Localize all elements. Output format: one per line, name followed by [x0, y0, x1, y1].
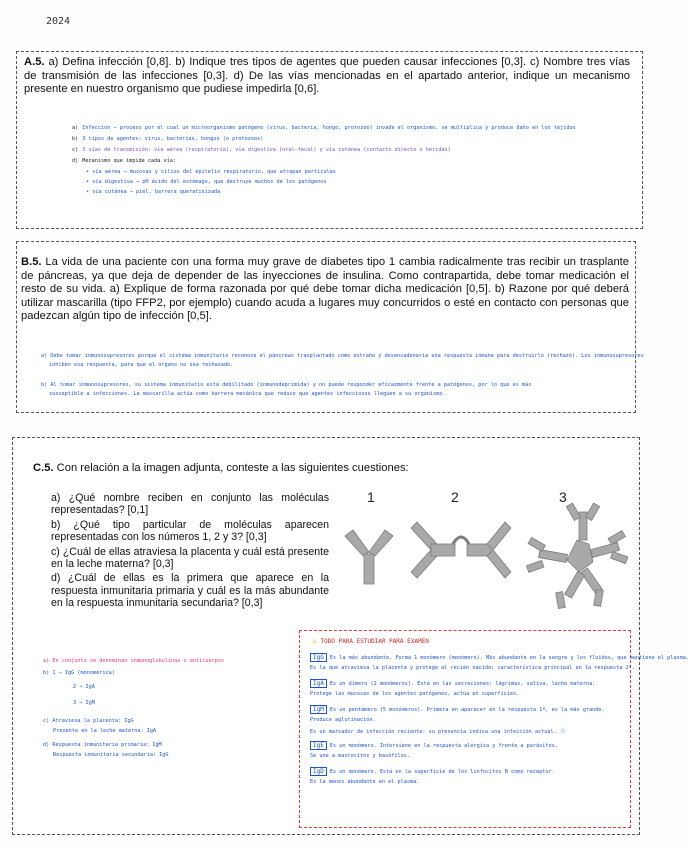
question-c5-item-a: a) ¿Qué nombre reciben en conjunto las moléculas representadas? [0,1]	[51, 492, 329, 517]
study-note-iga-2: Protege las mucosas de los agentes patógenos, actúa en superficies.	[310, 691, 520, 697]
answer-c5-b1: b) 1 → IgG (monomérica)	[43, 670, 115, 676]
question-c5-intro-text: Con relación a la imagen adjunta, conteste a las siguientes cuestiones:	[56, 462, 409, 474]
answer-c5-c2: Presente en la leche materna: IgA	[53, 728, 157, 734]
answer-a5-d3: • vía cutánea → piel, barrera queratinizada	[86, 189, 221, 195]
answer-c5-c1: c) Atraviesa la placenta: IgG	[43, 718, 134, 724]
study-note-iga-1: IgA Es un dímero (2 monómeros). Está en las secreciones: lágrimas, saliva, leche materna.	[310, 679, 622, 691]
study-note-igd-1: IgD Es un monómero. Está en la superficie de los linfocitos B como receptor.	[310, 767, 622, 779]
question-c5-label: C.5.	[33, 462, 54, 474]
study-note-igm-3: Es un marcador de infección reciente: su presencia indica una infección actual. ☆	[310, 725, 566, 736]
answer-c5-a: a) En conjunto se denominan inmunoglobulinas o anticuerpos	[43, 658, 225, 664]
answer-a5-a: a) Infección → proceso por el cual un microorganismo patógeno (virus, bacteria, hongo, protozoo) invade el organismo, se multiplica y produce daño en los tejidos	[72, 125, 576, 131]
igg-monomer-shape	[345, 530, 393, 584]
study-notes-list	[310, 653, 689, 789]
study-note-igd-2: Es la menos abundante en el plasma.	[310, 779, 420, 785]
question-a5-text: a) Defina infección [0,8]. b) Indique tres tipos de agentes que pueden causar infecciones [0,3]. c) Nombre tres vías de transmisión de las infecciones [0,3]. d) De las vías mencionadas en el apartado anterior, indique un mecanismo presente en nuestro organismo que pudiese impedirla [0,6].	[24, 56, 631, 96]
answer-b5	[41, 353, 644, 400]
igm-pentamer-shape	[526, 503, 627, 609]
question-b5-box	[16, 241, 644, 413]
question-c5-items	[51, 492, 329, 610]
answer-c5-b3: 3 → IgM	[73, 700, 95, 706]
answer-b5-b2: susceptible a infecciones. La mascarilla actúa como barrera mecánica que reduce que agentes infecciosos lleguen a su organismo.	[49, 391, 446, 397]
answer-a5-d2: • vía digestiva → pH ácido del estómago, que destruye muchos de los patógenos	[86, 179, 327, 185]
answer-a5-b: b) 3 tipos de agentes: virus, bacterias, hongos (o protozoos)	[72, 136, 264, 142]
answer-a5-d: d) Mecanismo que impide cada vía:	[72, 158, 176, 164]
answer-c5-b2: 2 → IgA	[73, 684, 95, 690]
question-a5-label: A.5.	[24, 56, 45, 68]
study-note-igm-1: IgM Es un pentámero (5 monómeros). Primera en aparecer en la respuesta 1ª, es la más grande.	[310, 705, 622, 717]
year-label: 2024	[46, 16, 71, 27]
question-b5-text: La vida de una paciente con una forma muy grave de diabetes tipo 1 cambia radicalmente tras recibir un trasplante de páncreas, ya que deja de depender de las inyecciones de insulina. Como contrapartida, debe tomar medicación el resto de su vida. a) Explique de forma razonada por qué debe tomar dicha medicación [0,5]. b) Razone por qué deberá utilizar mascarilla (tipo FFP2, por ejemplo) cuando acuda a lugares muy concurridos o esté en contacto con personas que padezcan algún tipo de infección [0,5].	[21, 256, 629, 323]
figure-label-1: 1	[367, 489, 375, 505]
answer-a5-d1: • vía aérea → mucosas y cilios del epitelio respiratorio, que atrapan partículas	[86, 169, 336, 175]
question-c5-item-d: d) ¿Cuál de ellas es la primera que aparece en la respuesta inmunitaria primaria y cuál es la más abundante en la respuesta inmunitaria secundaria? [0,3]	[51, 572, 329, 610]
study-notes-title: ⚠ TODO PARA ESTUDIAR PARA EXAMEN	[312, 636, 429, 645]
figure-label-2: 2	[451, 489, 459, 505]
answer-c5-d1: d) Respuesta inmunitaria primaria: IgM	[43, 742, 162, 748]
answer-c5-d2: Respuesta inmunitaria secundaria: IgG	[53, 752, 169, 758]
answer-b5-a1: a) Debe tomar inmunosupresores porque el sistema inmunitario reconoce el páncreas trasplantado como extraño y desencadenaría una respuesta inmune para destruirlo (rechazo). Los inmunosupresores	[41, 353, 644, 359]
question-b5-label: B.5.	[21, 256, 42, 268]
figure-label-3: 3	[559, 489, 567, 505]
study-note-igm-2: Produce aglutinación.	[310, 717, 376, 723]
question-c5-intro	[33, 462, 533, 476]
study-note-igg-1: IgG Es la más abundante. Forma 1 monómero (monómero). Más abundante en la sangre y los fluidos, que mantiene el plasma.	[310, 653, 622, 665]
question-a5	[24, 56, 630, 97]
answer-b5-a2: inhiben esa respuesta, para que el órgano no sea rechazado.	[49, 362, 234, 368]
study-note-ige-1: IgE Es un monómero. Interviene en la respuesta alérgica y frente a parásitos.	[310, 741, 622, 753]
question-c5-box	[12, 437, 689, 835]
answer-b5-b1: b) Al tomar inmunosupresores, su sistema inmunitario está debilitado (inmunodeprimida) y no puede responder eficazmente frente a patógenos, por lo que es más	[41, 382, 532, 388]
question-c5-item-c: c) ¿Cuál de ellas atraviesa la placenta y cuál está presente en la leche materna? [0,3]	[51, 545, 329, 571]
question-c5-item-b: b) ¿Qué tipo particular de moléculas aparecen representadas con los números 1, 2 y 3? [0,3]	[51, 518, 329, 544]
antibody-figure	[341, 486, 641, 621]
study-notes-box	[299, 630, 689, 828]
answer-c5	[43, 658, 293, 762]
warning-icon: ⚠	[312, 636, 317, 645]
star-icon: ☆	[559, 725, 566, 736]
study-note-ige-2: Se une a mastocitos y basófilos.	[310, 753, 410, 759]
study-note-igg-2: Es la que atraviesa la placenta y protege al recién nacido; característica principal en la respuesta 2ª.	[310, 665, 635, 671]
answer-a5	[72, 125, 632, 199]
iga-dimer-shape	[411, 522, 511, 578]
question-b5	[21, 256, 629, 324]
answer-a5-c: c) 3 vías de transmisión: vía aérea (respiratoria), vía digestiva (oral-fecal) y vía cutánea (contacto directo o heridas)	[72, 147, 451, 153]
question-a5-box	[16, 51, 643, 229]
